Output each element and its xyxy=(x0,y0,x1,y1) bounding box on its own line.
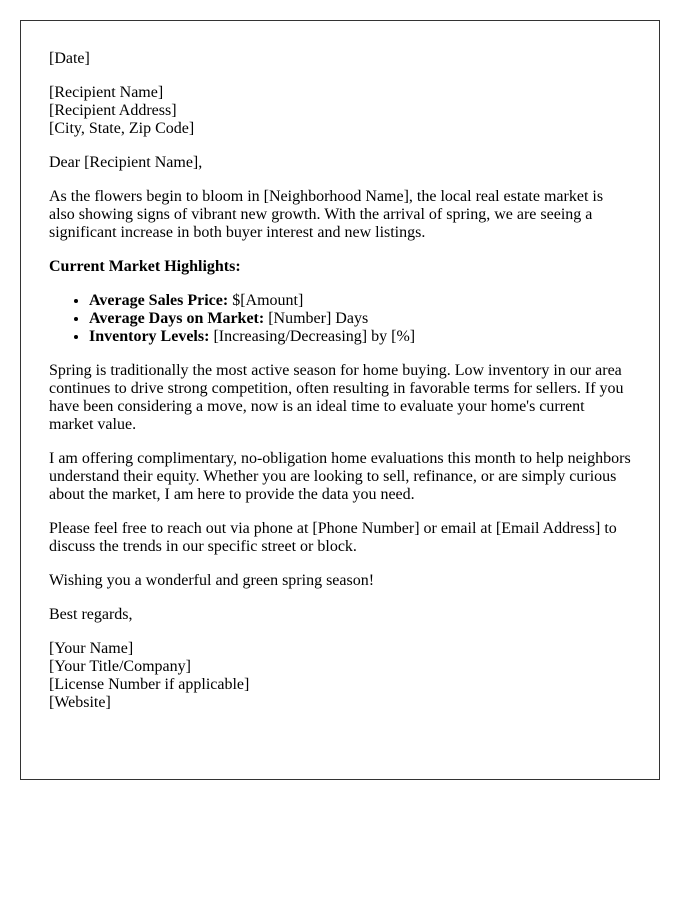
highlight-item-sales-price xyxy=(89,292,631,310)
signature-license: [License Number if applicable] xyxy=(49,676,250,693)
signature-block xyxy=(49,640,631,712)
signature-name: [Your Name] xyxy=(49,640,134,657)
contact-paragraph: Please feel free to reach out via phone at [Phone Number] or email at [Email Address] to discuss the trends in our specific street or block. xyxy=(49,520,617,555)
highlight-value: [Number] Days xyxy=(264,310,369,327)
highlight-item-inventory xyxy=(89,328,631,346)
highlight-value: [Increasing/Decreasing] by [%] xyxy=(209,328,416,345)
letter-page xyxy=(20,20,660,780)
signature-website: [Website] xyxy=(49,694,111,711)
highlight-label: Average Days on Market: xyxy=(89,310,265,327)
recipient-block xyxy=(49,84,631,138)
offer-paragraph: I am offering complimentary, no-obligation home evaluations this month to help neighbors understand their equity. Whether you are looking to sell, refinance, or are simply curious about the market, I am here to provide the data you need. xyxy=(49,450,631,503)
wishes-line: Wishing you a wonderful and green spring season! xyxy=(49,572,375,589)
highlights-heading: Current Market Highlights: xyxy=(49,258,241,275)
highlights-list xyxy=(49,292,631,346)
recipient-name: [Recipient Name] xyxy=(49,84,164,101)
season-paragraph: Spring is traditionally the most active season for home buying. Low inventory in our area continues to drive strong competition, often resulting in favorable terms for sellers. If you have been considering a move, now is an ideal time to evaluate your home's current market value. xyxy=(49,362,624,433)
intro-paragraph: As the flowers begin to bloom in [Neighborhood Name], the local real estate market is also showing signs of vibrant new growth. With the arrival of spring, we are seeing a significant increase in both buyer interest and new listings. xyxy=(49,188,604,241)
highlight-label: Inventory Levels: xyxy=(89,328,210,345)
recipient-address: [Recipient Address] xyxy=(49,102,177,119)
date-line: [Date] xyxy=(49,50,90,67)
highlight-item-days-on-market xyxy=(89,310,631,328)
recipient-city-state-zip: [City, State, Zip Code] xyxy=(49,120,195,137)
highlight-value: $[Amount] xyxy=(228,292,304,309)
highlight-label: Average Sales Price: xyxy=(89,292,229,309)
signature-title-company: [Your Title/Company] xyxy=(49,658,191,675)
salutation: Dear [Recipient Name], xyxy=(49,154,203,171)
closing-line: Best regards, xyxy=(49,606,133,623)
